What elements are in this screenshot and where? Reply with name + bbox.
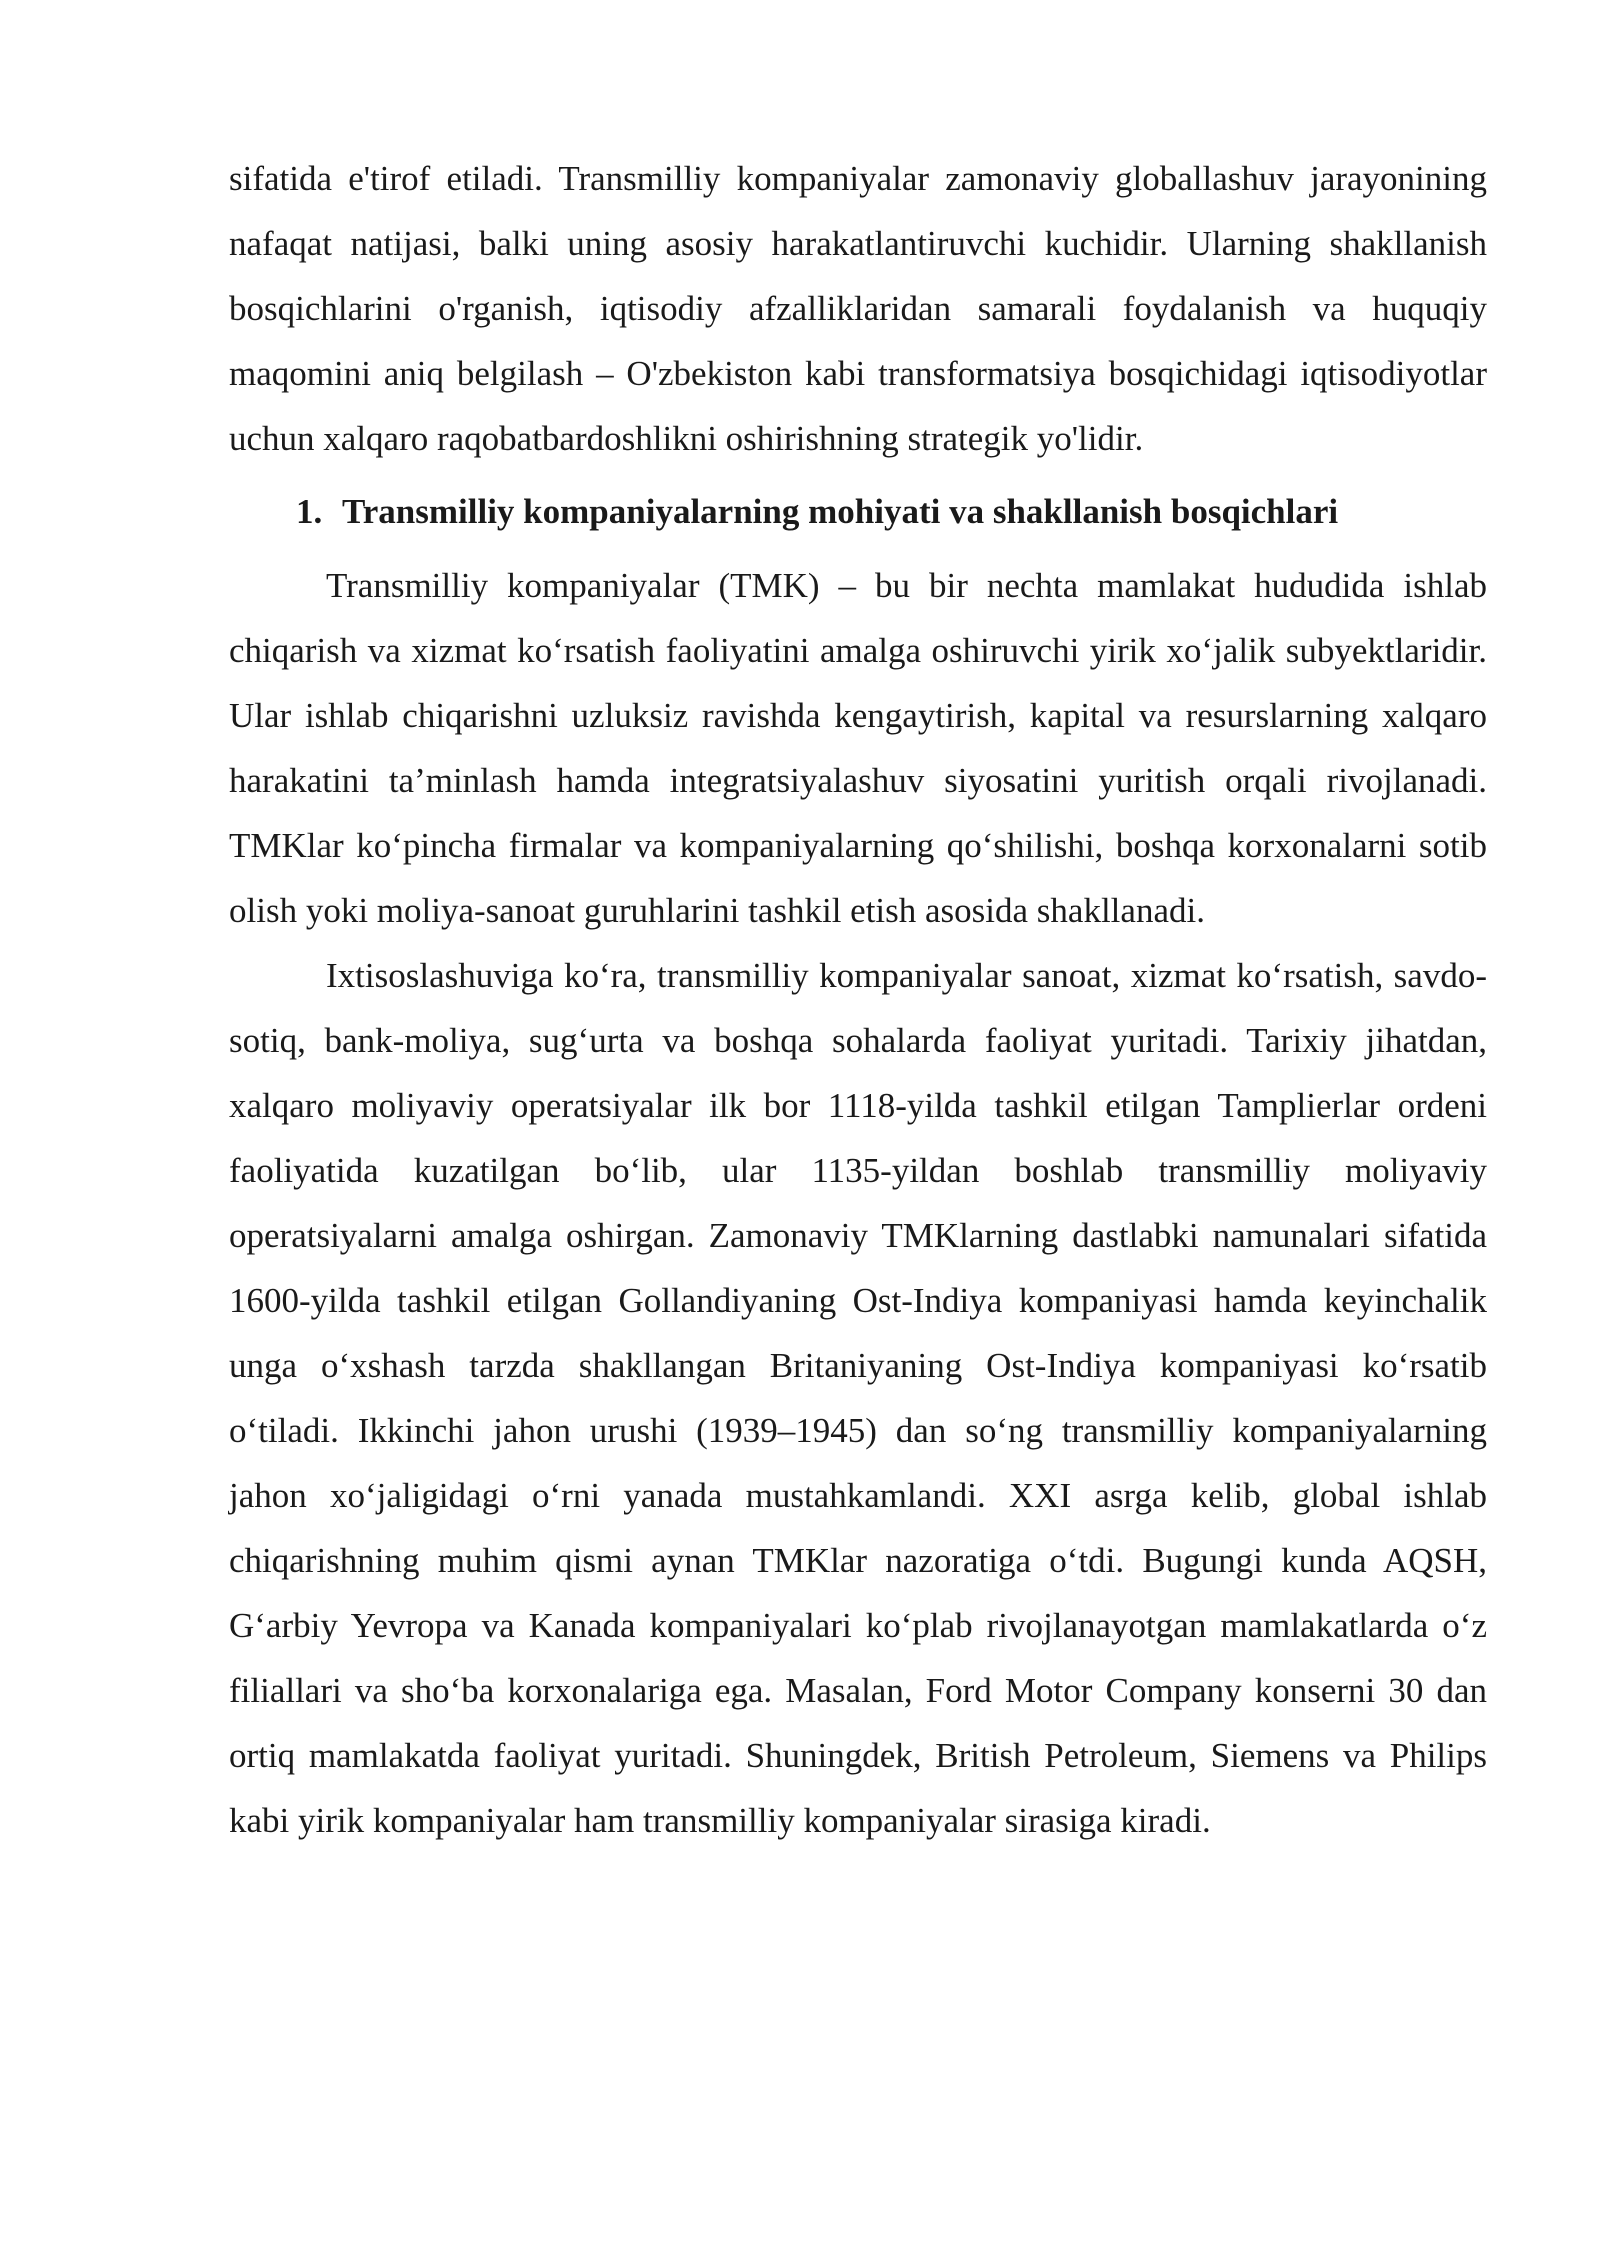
intro-paragraph: sifatida e'tirof etiladi. Transmilliy kompaniyalar zamonaviy globallashuv jarayonining nafaqat natijasi, balki uning asosiy harakatlantiruvchi kuchidir. Ularning shakllanish bosqichlarini o'rganish, iqtisodiy afzalliklaridan samarali foydalanish va huquqiy maqomini aniq belgilash – O'zbekiston kabi transformatsiya bosqichidagi iqtisodiyotlar uchun xalqaro raqobatbardoshlikni oshirishning strategik yo'lidir. <box>229 159 1487 458</box>
body-paragraph-1: Transmilliy kompaniyalar (TMK) – bu bir nechta mamlakat hududida ishlab chiqarish va xizmat ko‘rsatish faoliyatini amalga oshiruvchi yirik xo‘jalik subyektlaridir. Ular ishlab chiqarishni uzluksiz ravishda kengaytirish, kapital va resurslarning xalqaro harakatini ta’minlash hamda integratsiyalashuv siyosatini yuritish orqali rivojlanadi. TMKlar ko‘pincha firmalar va kompaniyalarning qo‘shilishi, boshqa korxonalarni sotib olish yoki moliya-sanoat guruhlarini tashkil etish asosida shakllanadi. <box>229 566 1487 930</box>
body-paragraph-2: Ixtisoslashuviga ko‘ra, transmilliy kompaniyalar sanoat, xizmat ko‘rsatish, savdo-sotiq, bank-moliya, sug‘urta va boshqa sohalarda faoliyat yuritadi. Tarixiy jihatdan, xalqaro moliyaviy operatsiyalar ilk bor 1118-yilda tashkil etilgan Tamplierlar ordeni faoliyatida kuzatilgan bo‘lib, ular 1135-yildan boshlab transmilliy moliyaviy operatsiyalarni amalga oshirgan. Zamonaviy TMKlarning dastlabki namunalari sifatida 1600-yilda tashkil etilgan Gollandiyaning Ost-Indiya kompaniyasi hamda keyinchalik unga o‘xshash tarzda shakllangan Britaniyaning Ost-Indiya kompaniyasi ko‘rsatib o‘tiladi. Ikkinchi jahon urushi (1939–1945) dan so‘ng transmilliy kompaniyalarning jahon xo‘jaligidagi o‘rni yanada mustahkamlandi. XXI asrga kelib, global ishlab chiqarishning muhim qismi aynan TMKlar nazoratiga o‘tdi. Bugungi kunda AQSH, G‘arbiy Yevropa va Kanada kompaniyalari ko‘plab rivojlanayotgan mamlakatlarda o‘z filiallari va sho‘ba korxonalariga ega. Masalan, Ford Motor Company konserni 30 dan ortiq mamlakatda faoliyat yuritadi. Shuningdek, British Petroleum, Siemens va Philips kabi yirik kompaniyalar ham transmilliy kompaniyalar sirasiga kiradi. <box>229 956 1487 1840</box>
document-page <box>229 146 1487 1853</box>
section-heading <box>229 477 1487 547</box>
section-number: 1. <box>296 492 323 531</box>
section-title: Transmilliy kompaniyalarning mohiyati va shakllanish bosqichlari <box>342 492 1339 531</box>
